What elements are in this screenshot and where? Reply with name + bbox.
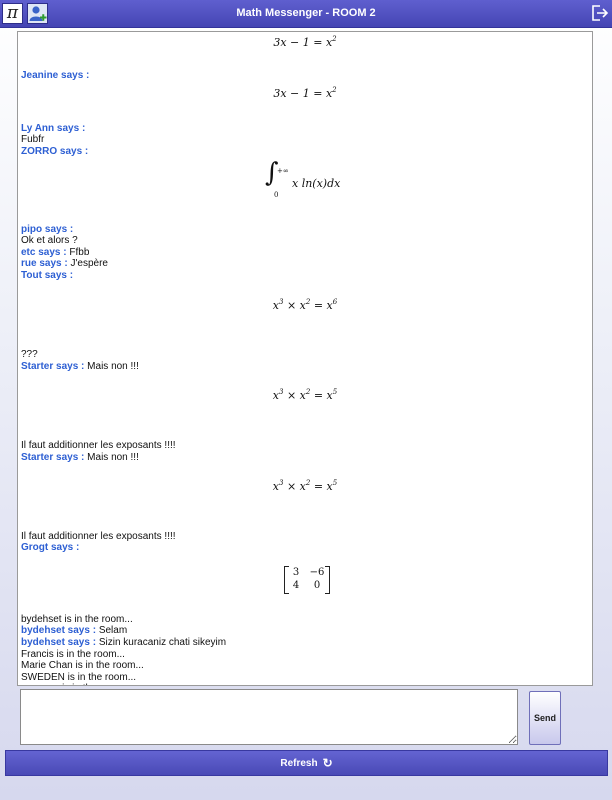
- exit-icon[interactable]: [589, 3, 609, 23]
- author-name: Ly Ann: [21, 122, 55, 134]
- math-matrix: [21, 562, 589, 602]
- system-message: [21, 683, 589, 686]
- message-author: [21, 637, 96, 648]
- message-author: [21, 361, 84, 372]
- matrix-cell: −6: [309, 566, 325, 578]
- message-text: J'espère: [70, 258, 108, 270]
- refresh-label: Refresh: [280, 757, 318, 769]
- math-formula: $3x - 1 = x^2$: [273, 86, 337, 101]
- refresh-icon: ↻: [322, 756, 333, 770]
- matrix-cell: 3: [292, 566, 300, 578]
- send-button[interactable]: Send: [529, 691, 561, 745]
- says-label: says :: [64, 637, 97, 649]
- chat-message: [21, 625, 589, 637]
- author-name: bydehset: [21, 637, 65, 649]
- system-message: Marie Chan is in the room...: [21, 660, 144, 672]
- math-formula: $3x - 1 = x^2$: [273, 35, 337, 49]
- chat-message: [21, 637, 589, 649]
- says-label: says :: [35, 246, 67, 258]
- message-author: [21, 625, 96, 636]
- system-message: Fubfr: [21, 134, 45, 146]
- chat-message: [21, 270, 589, 282]
- message-author: [21, 123, 85, 134]
- author-name: rue: [21, 258, 37, 270]
- system-message: Il faut additionner les exposants !!!!: [21, 530, 176, 542]
- message-text: Ffbb: [69, 246, 90, 258]
- app-title: Math Messenger - ROOM 2: [236, 7, 376, 19]
- says-label: says :: [64, 625, 97, 637]
- says-label: says :: [48, 542, 80, 554]
- message-input[interactable]: [20, 689, 518, 745]
- message-author: [21, 146, 88, 157]
- message-text: Sizin kuracaniz chati sikeyim: [98, 637, 227, 649]
- system-message: Il faut additionner les exposants !!!!: [21, 439, 176, 451]
- message-author: [21, 452, 84, 463]
- chat-message: [21, 542, 589, 554]
- says-label: says :: [57, 145, 89, 157]
- author-name: Tout: [21, 269, 42, 281]
- author-name: Starter: [21, 360, 54, 372]
- message-author: [21, 258, 68, 269]
- chat-message: [21, 247, 589, 259]
- math-formula: $x^3 \times x^2 = x^5$: [272, 388, 338, 403]
- system-message: bydehset is in the room...: [21, 613, 133, 625]
- message-author: [21, 270, 73, 281]
- message-text: Mais non !!!: [87, 360, 139, 372]
- math-formula: [21, 157, 589, 206]
- says-label: says :: [41, 269, 74, 281]
- chat-panel[interactable]: [17, 31, 593, 686]
- message-text: Selam: [98, 625, 128, 637]
- author-name: ZORRO: [21, 145, 58, 157]
- chat-messages: [18, 32, 592, 686]
- says-label: says :: [58, 69, 90, 81]
- system-message: Ok et alors ?: [21, 235, 78, 247]
- system-message: Francis is in the room...: [21, 648, 125, 660]
- message-author: [21, 542, 79, 553]
- chat-message: [21, 361, 589, 373]
- message-author: [21, 70, 89, 81]
- message-author: [21, 247, 67, 258]
- system-message: ???: [21, 349, 38, 361]
- math-formula: $x^3 \times x^2 = x^5$: [272, 479, 338, 494]
- chat-message: [21, 70, 589, 82]
- says-label: says :: [53, 451, 85, 463]
- chat-message: [21, 123, 589, 135]
- matrix-brackets: [284, 566, 330, 594]
- author-name: etc: [21, 246, 36, 258]
- chat-message: [21, 146, 589, 158]
- system-message: SWEDEN is in the room...: [21, 671, 137, 683]
- says-label: says :: [42, 223, 74, 235]
- author-name: bydehset: [21, 625, 65, 637]
- integral-formula: ∫ +∞ 0 x ln(x)dx: [265, 157, 341, 199]
- top-bar: [0, 0, 612, 28]
- math-formula: $x^3 \times x^2 = x^6$: [272, 297, 338, 312]
- chat-message: [21, 258, 589, 270]
- matrix-cell: 4: [292, 579, 300, 591]
- author-name: Grogt: [21, 542, 49, 554]
- says-label: says :: [36, 258, 68, 270]
- message-author: [21, 224, 73, 235]
- chat-message: [21, 224, 589, 236]
- refresh-button[interactable]: [5, 750, 608, 776]
- says-label: says :: [54, 122, 86, 134]
- pi-icon: π: [6, 3, 19, 23]
- author-name: pipo: [21, 223, 43, 235]
- matrix-cell: 0: [313, 579, 321, 591]
- message-text: Mais non !!!: [87, 451, 139, 463]
- says-label: says :: [53, 360, 85, 372]
- chat-message: [21, 452, 589, 464]
- author-name: Jeanine: [21, 69, 59, 81]
- author-name: Starter: [21, 451, 54, 463]
